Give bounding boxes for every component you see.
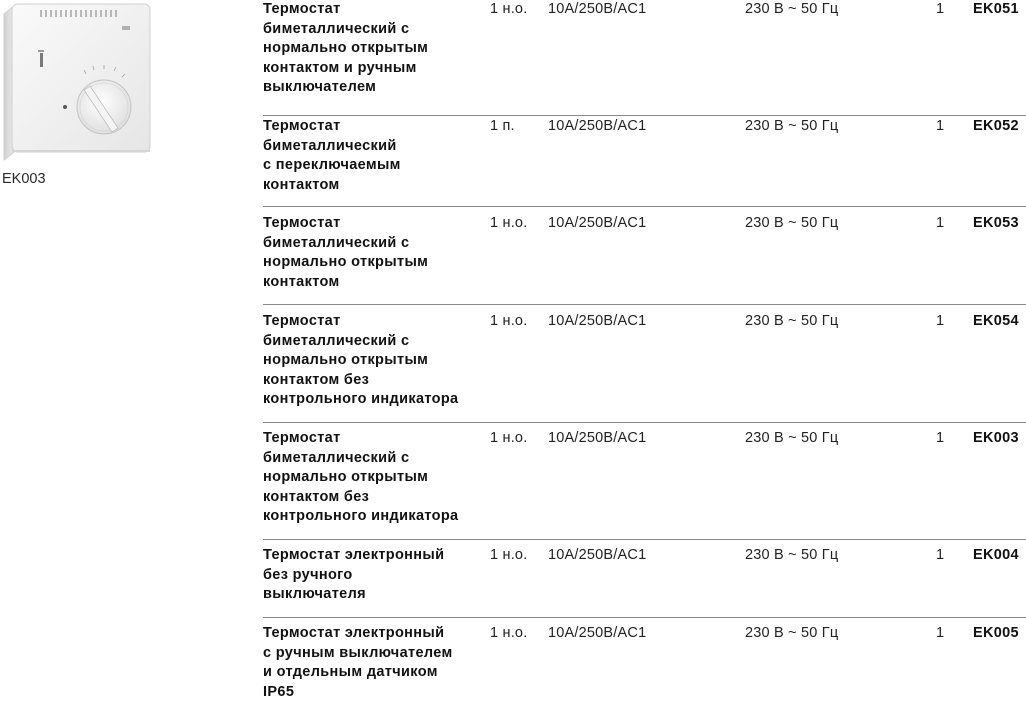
quantity-cell: 1 [936,1,945,17]
description-line: IP65 [263,683,295,700]
quantity-cell: 1 [936,625,945,641]
description-line: контактом без [263,488,370,505]
description-line: нормально открытым [263,40,429,57]
product-caption: EK003 [2,171,46,187]
reference-cell: EK004 [973,547,1019,563]
thermostat-image [0,0,160,168]
description-line: контрольного индикатора [263,391,459,408]
description-line: нормально открытым [263,254,429,271]
contact-cell: 1 н.о. [490,1,528,17]
description-cell [263,624,487,702]
description-line: Термостат электронный [263,547,445,563]
description-line: выключателя [263,586,366,603]
voltage-cell: 230 В ~ 50 Гц [745,118,839,134]
table-row [263,116,1026,207]
voltage-cell: 230 В ~ 50 Гц [745,1,839,17]
description-line: биметаллический с [263,449,410,466]
table-row [263,207,1026,305]
rating-cell: 10A/250B/AC1 [548,547,647,563]
description-line: биметаллический с [263,332,410,349]
table-row [263,540,1026,618]
description-line: и отдельным датчиком [263,664,438,681]
description-cell [263,214,487,292]
description-cell [263,117,487,195]
contact-cell: 1 п. [490,118,515,134]
description-cell [263,429,487,527]
description-line: контрольного индикатора [263,508,459,525]
quantity-cell: 1 [936,547,945,563]
voltage-cell: 230 В ~ 50 Гц [745,215,839,231]
description-line: биметаллический [263,137,397,154]
description-line: контактом [263,273,340,290]
reference-cell: EK051 [973,1,1019,17]
rating-cell: 10A/250B/AC1 [548,118,647,134]
voltage-cell: 230 В ~ 50 Гц [745,430,839,446]
description-line: Термостат электронный [263,625,445,641]
description-line: с ручным выключателем [263,644,453,661]
description-line: Термостат [263,430,341,446]
voltage-cell: 230 В ~ 50 Гц [745,313,839,329]
reference-cell: EK053 [973,215,1019,231]
description-line: Термостат [263,118,341,134]
reference-cell: EK052 [973,118,1019,134]
voltage-cell: 230 В ~ 50 Гц [745,625,839,641]
spec-table [263,0,1026,701]
description-line: контактом без [263,371,370,388]
contact-cell: 1 н.о. [490,215,528,231]
quantity-cell: 1 [936,430,945,446]
description-line: нормально открытым [263,352,429,369]
voltage-cell: 230 В ~ 50 Гц [745,547,839,563]
quantity-cell: 1 [936,313,945,329]
description-line: биметаллический с [263,234,410,251]
contact-cell: 1 н.о. [490,313,528,329]
contact-cell: 1 н.о. [490,547,528,563]
description-line: контактом и ручным [263,59,417,76]
contact-cell: 1 н.о. [490,430,528,446]
reference-cell: EK054 [973,313,1019,329]
description-line: нормально открытым [263,469,429,486]
reference-cell: EK003 [973,430,1019,446]
rating-cell: 10A/250B/AC1 [548,625,647,641]
description-line: Термостат [263,1,341,17]
description-line: Термостат [263,215,341,231]
description-line: Термостат [263,313,341,329]
table-row [263,618,1026,701]
contact-cell: 1 н.о. [490,625,528,641]
table-row [263,0,1026,116]
description-line: с переключаемым [263,157,401,174]
reference-cell: EK005 [973,625,1019,641]
rating-cell: 10A/250B/AC1 [548,1,647,17]
quantity-cell: 1 [936,118,945,134]
description-line: контактом [263,176,340,193]
quantity-cell: 1 [936,215,945,231]
description-cell [263,312,487,410]
table-row [263,305,1026,423]
description-line: без ручного [263,566,353,583]
table-row [263,423,1026,540]
description-cell [263,546,487,605]
description-line: биметаллический с [263,20,410,37]
description-line: выключателем [263,79,377,96]
description-cell [263,0,487,98]
rating-cell: 10A/250B/AC1 [548,215,647,231]
rating-cell: 10A/250B/AC1 [548,430,647,446]
rating-cell: 10A/250B/AC1 [548,313,647,329]
